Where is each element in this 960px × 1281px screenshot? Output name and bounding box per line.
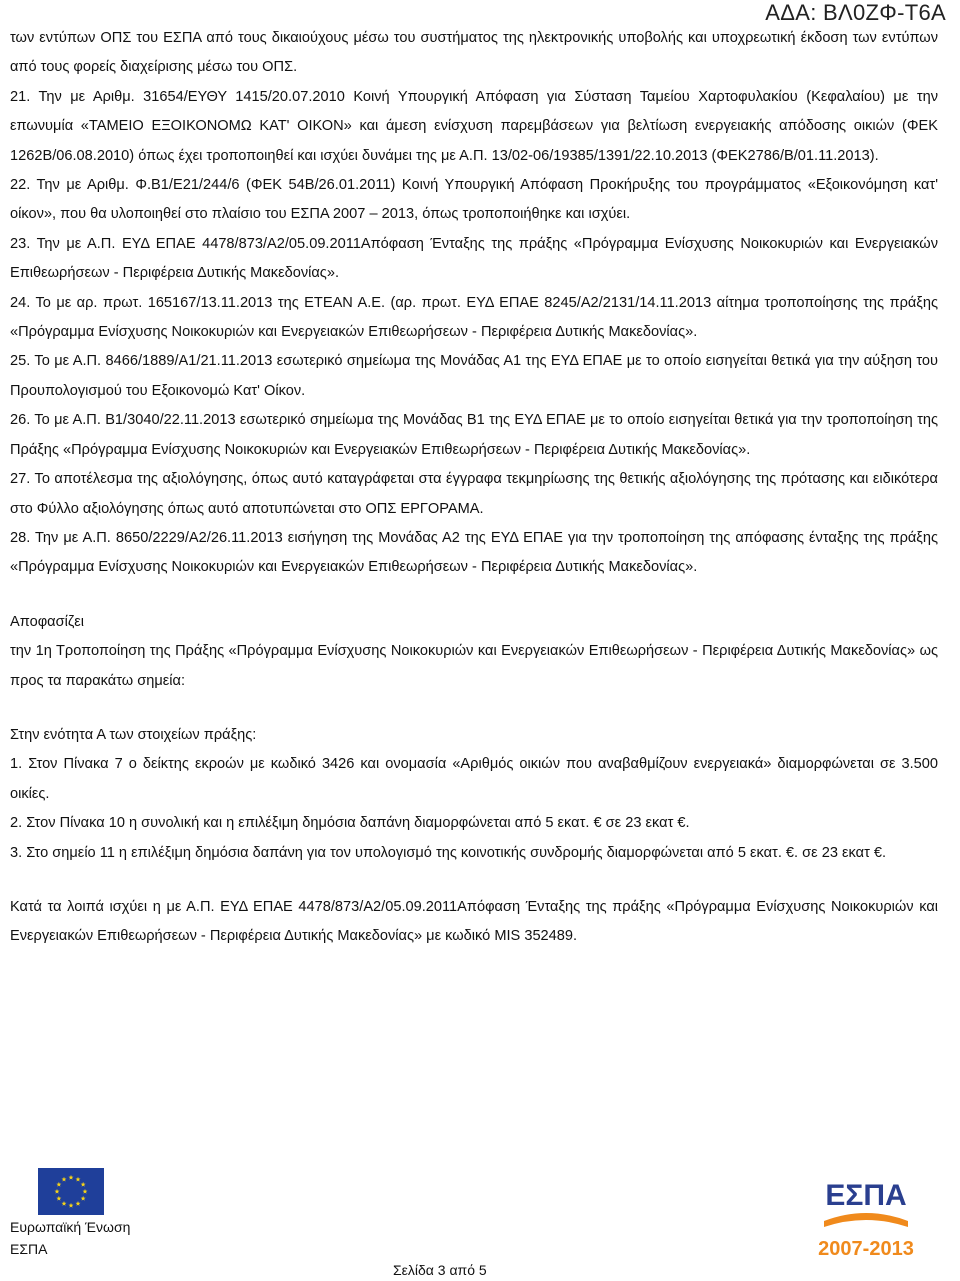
decision-heading: Αποφασίζει <box>10 613 85 630</box>
paragraph-26: 26. Το με Α.Π. Β1/3040/22.11.2013 εσωτερικό σημείωμα της Μονάδας Β1 της ΕΥΔ ΕΠΑΕ με το οποίο εισηγείται θετικά για την τροποποίηση της Πράξης «Πρόγραμμα Ενίσχυσης Νοικοκυριών και Ενεργειακών Επιθεωρήσεων - Περιφέρεια Δυτικής Μακεδονίας». <box>10 412 938 458</box>
eu-flag-icon <box>38 1168 104 1215</box>
paragraph-continuation: των εντύπων ΟΠΣ του ΕΣΠΑ από τους δικαιούχους μέσω του συστήματος της ηλεκτρονικής υποβολής και υποχρεωτική έκδοση των εντύπων από τους φορείς διαχείρισης μέσω του ΟΠΣ. <box>10 30 938 76</box>
decision-text: την 1η Τροποποίηση της Πράξης «Πρόγραμμα Ενίσχυσης Νοικοκυριών και Ενεργειακών Επιθεωρήσεων - Περιφέρεια Δυτικής Μακεδονίας» ως προς τα παρακάτω σημεία: <box>10 643 938 689</box>
paragraph-28: 28. Την με Α.Π. 8650/2229/Α2/26.11.2013 εισήγηση της Μονάδας Α2 της ΕΥΔ ΕΠΑΕ για την τροποποίηση της απόφασης ένταξης της πράξης «Πρόγραμμα Ενίσχυσης Νοικοκυριών και Ενεργειακών Επιθεωρήσεων - Περιφέρεια Δυτικής Μακεδονίας». <box>10 529 938 576</box>
unit-a-item-2: 2. Στον Πίνακα 10 η συνολική και η επιλέξιμη δημόσια δαπάνη διαμορφώνεται από 5 εκατ. € σε 23 εκατ €. <box>10 815 690 832</box>
eu-label-line1: Ευρωπαϊκή Ένωση <box>10 1219 131 1235</box>
paragraph-23: 23. Την με Α.Π. ΕΥΔ ΕΠΑΕ 4478/873/Α2/05.09.2011Απόφαση Ένταξης της πράξης «Πρόγραμμα Ενίσχυσης Νοικοκυριών και Ενεργειακών Επιθεωρήσεων - Περιφέρεια Δυτικής Μακεδονίας». <box>10 235 938 282</box>
ada-code: ΑΔΑ: ΒΛ0ΖΦ-Τ6Α <box>765 0 946 25</box>
espa-logo <box>818 1175 914 1269</box>
paragraph-27: 27. Το αποτέλεσμα της αξιολόγησης, όπως αυτό καταγράφεται στα έγγραφα τεκμηρίωσης της θετικής αξιολόγησης της πρότασης και ειδικότερα στο Φύλλο αξιολόγησης όπως αυτό αποτυπώνεται στο ΟΠΣ ΕΡΓΟΡΑΜΑ. <box>10 471 938 517</box>
paragraph-21: 21. Την με Αριθμ. 31654/ΕΥΘΥ 1415/20.07.2010 Κοινή Υπουργική Απόφαση για Σύσταση Ταμείου Χαρτοφυλακίου (Κεφαλαίου) με την επωνυμία «ΤΑΜΕΙΟ ΕΞΟΙΚΟΝΟΜΩ ΚΑΤ' ΟΙΚΟΝ» και άμεση ενίσχυση παρεμβάσεων για βελτίωση ενεργειακής απόδοσης οικιών (ΦΕΚ 1262Β/06.08.2010) όπως έχει τροποποιηθεί και ισχύει δυνάμει της με Α.Π. 13/02-06/19385/1391/22.10.2013 (ΦΕΚ2786/Β/01.11.2013). <box>10 88 938 164</box>
eu-label <box>10 1216 130 1260</box>
unit-a-item-1: 1. Στον Πίνακα 7 ο δείκτης εκροών με κωδικό 3426 και ονομασία «Αριθμός οικιών που αναβαθμίζουν ενεργειακά» διαμορφώνεται σε 3.500 οικίες. <box>10 756 938 802</box>
document-body <box>10 24 938 952</box>
page-number: Σελίδα 3 από 5 <box>393 1262 487 1278</box>
espa-logo-text: ΕΣΠΑ <box>825 1179 907 1212</box>
closing-paragraph: Κατά τα λοιπά ισχύει η με Α.Π. ΕΥΔ ΕΠΑΕ 4478/873/Α2/05.09.2011Απόφαση Ένταξης της πράξης «Πρόγραμμα Ενίσχυσης Νοικοκυριών και Ενεργειακών Επιθεωρήσεων - Περιφέρεια Δυτικής Μακεδονίας» με κωδικό MIS 352489. <box>10 898 938 945</box>
unit-a-heading: Στην ενότητα Α των στοιχείων πράξης: <box>10 726 257 743</box>
espa-logo-years: 2007-2013 <box>818 1238 914 1260</box>
eu-label-line2: ΕΣΠΑ <box>10 1241 48 1257</box>
unit-a-item-3: 3. Στο σημείο 11 η επιλέξιμη δημόσια δαπάνη για τον υπολογισμό της κοινοτικής συνδρομής διαμορφώνεται από 5 εκατ. €. σε 23 εκατ €. <box>10 844 887 861</box>
paragraph-22: 22. Την με Αριθμ. Φ.Β1/Ε21/244/6 (ΦΕΚ 54Β/26.01.2011) Κοινή Υπουργική Απόφαση Προκήρυξης του προγράμματος «Εξοικονόμηση κατ' οίκον», που θα υλοποιηθεί στο πλαίσιο του ΕΣΠΑ 2007 – 2013, όπως τροποποιήθηκε και ισχύει. <box>10 177 938 223</box>
paragraph-25: 25. Το με Α.Π. 8466/1889/Α1/21.11.2013 εσωτερικό σημείωμα της Μονάδας Α1 της ΕΥΔ ΕΠΑΕ με το οποίο εισηγείται θετικά για την αύξηση του Προυπολογισμού του Εξοικονομώ Κατ' Οίκον. <box>10 353 938 399</box>
paragraph-24: 24. Το με αρ. πρωτ. 165167/13.11.2013 της ΕΤΕΑΝ Α.Ε. (αρ. πρωτ. ΕΥΔ ΕΠΑΕ 8245/Α2/2131/14.11.2013 αίτημα τροποποίησης της πράξης «Πρόγραμμα Ενίσχυσης Νοικοκυριών και Ενεργειακών Επιθεωρήσεων - Περιφέρεια Δυτικής Μακεδονίας». <box>10 294 938 341</box>
